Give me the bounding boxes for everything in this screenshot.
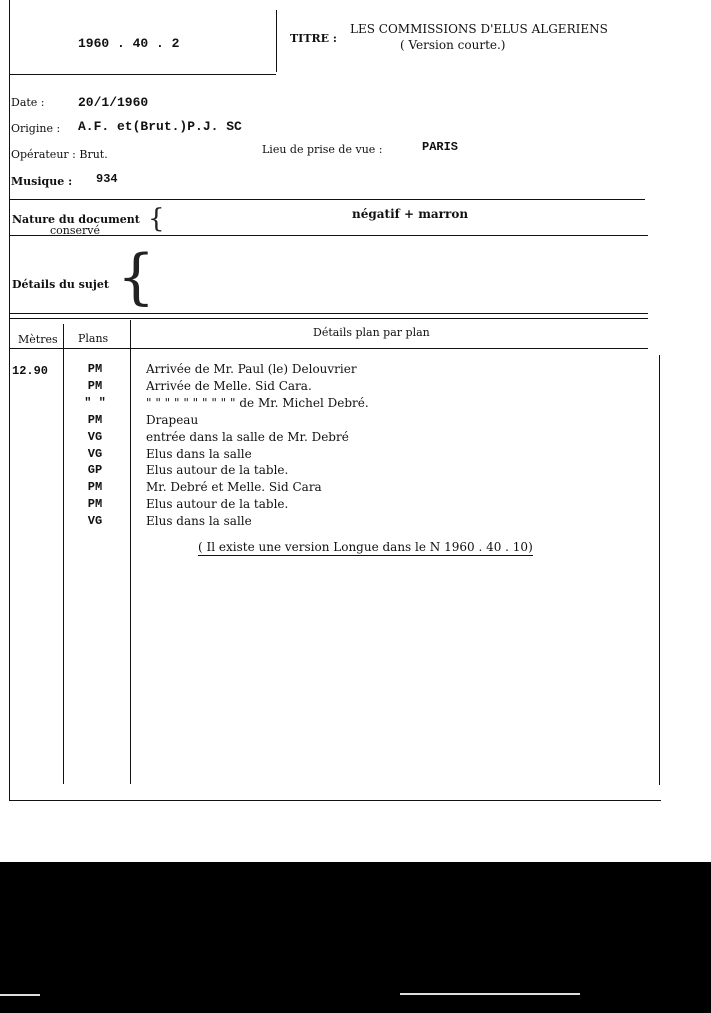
version-note: ( Il existe une version Longue dans le N 1960 . 40 . 10) [198,540,533,554]
plan-code: " " [84,396,106,410]
details-label: Détails du sujet [12,278,109,291]
plan-description: Elus autour de la table. [146,463,289,477]
document-subtitle: ( Version courte.) [400,38,506,52]
plan-code: PM [87,413,103,427]
nature-bottom-rule [10,235,648,236]
header-details: Détails plan par plan [313,326,430,339]
nature-label-line1: Nature du document [12,213,140,226]
plan-code: VG [87,514,103,528]
origine-label: Origine : [11,122,61,135]
plan-code: PM [87,480,103,494]
scan-artifact [400,993,580,995]
metres-value: 12.90 [12,364,49,378]
operateur-label: Opérateur : Brut. [11,148,108,161]
plan-description: Elus dans la salle [146,514,252,528]
reference-number: 1960 . 40 . 2 [78,36,180,51]
plan-description: Arrivée de Melle. Sid Cara. [146,379,312,393]
card-left-border [9,0,10,800]
plan-description: Mr. Debré et Melle. Sid Cara [146,480,322,494]
header-bottom-rule [10,74,276,75]
header-divider [276,10,277,72]
column-divider-plans [130,320,131,784]
card-bottom-rule [9,800,661,801]
nature-value: négatif + marron [352,207,469,221]
date-label: Date : [11,96,45,109]
nature-top-rule [10,199,645,200]
plan-code: VG [87,430,103,444]
musique-label: Musique : [11,175,73,188]
plan-code: PM [87,362,103,376]
table-header-rule [10,348,648,349]
plan-description: Elus dans la salle [146,447,252,461]
nature-brace: { [148,204,165,234]
origine-value: A.F. et(Brut.)P.J. SC [78,119,242,134]
plan-description: Arrivée de Mr. Paul (le) Delouvrier [146,362,357,376]
details-bottom-rule-2 [10,318,648,319]
document-title: LES COMMISSIONS D'ELUS ALGERIENS [350,22,608,36]
plan-description: entrée dans la salle de Mr. Debré [146,430,349,444]
plan-description: Drapeau [146,413,199,427]
titre-label: TITRE : [290,32,337,45]
plan-description: " " " " " " " " " " de Mr. Michel Debré. [146,396,369,410]
details-bottom-rule-1 [10,313,648,314]
header-metres: Mètres [18,333,58,346]
plan-description: Elus autour de la table. [146,497,289,511]
header-plans: Plans [78,332,109,345]
plan-code: VG [87,447,103,461]
date-value: 20/1/1960 [78,95,149,110]
scan-background [0,862,711,1013]
plan-code: PM [87,497,103,511]
plan-code: PM [87,379,103,393]
lieu-value: PARIS [422,140,459,154]
lieu-label: Lieu de prise de vue : [262,143,383,156]
plan-code: GP [87,463,103,477]
scan-artifact-left [0,994,40,996]
details-brace: { [117,242,156,312]
nature-label-line2: conservé [50,224,101,237]
musique-value: 934 [96,172,118,186]
column-divider-metres [63,324,64,784]
card-right-border [659,355,660,785]
